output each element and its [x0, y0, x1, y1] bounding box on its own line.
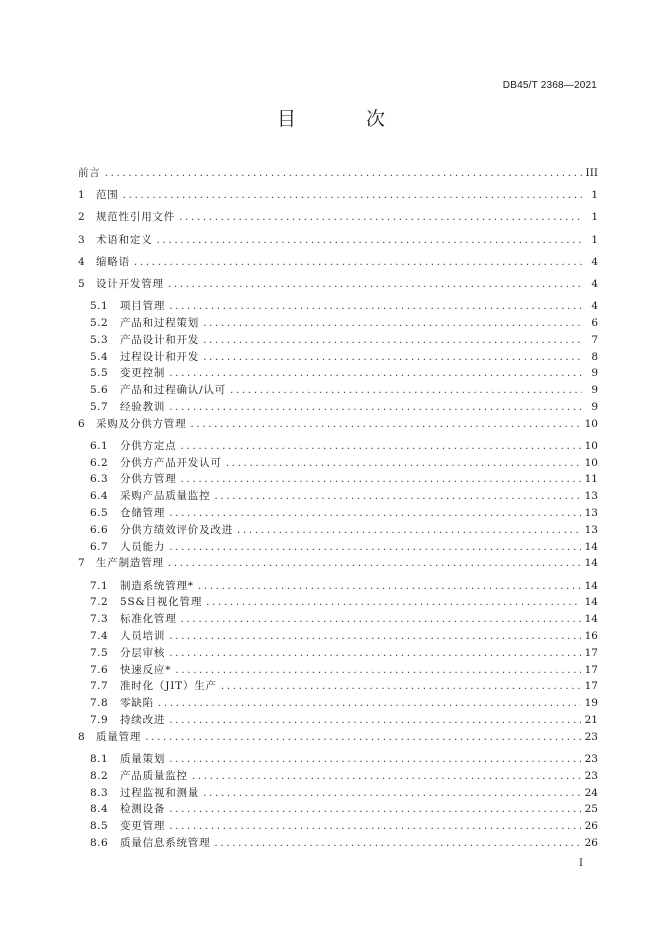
toc-entry-number: 5.6 [90, 384, 109, 397]
toc-entry-number: 6 [78, 417, 86, 430]
toc-dot-leader [168, 558, 581, 569]
toc-entry-page: 26 [584, 820, 598, 833]
toc-entry-title: 准时化（JIT）生产 [120, 680, 217, 693]
toc-entry-number: 7.5 [90, 646, 109, 659]
toc-entry-page: 13 [584, 523, 598, 536]
toc-entry-title: 分供方产品开发认可 [120, 456, 222, 469]
toc-entry[interactable] [78, 491, 598, 508]
toc-dot-leader [203, 788, 581, 799]
toc-dot-leader [169, 508, 580, 519]
toc-entry-title: 分供方绩效评价及改进 [120, 523, 233, 536]
toc-dot-leader [123, 190, 582, 201]
toc-entry[interactable] [78, 838, 598, 855]
toc-entry-number: 7.1 [90, 579, 109, 592]
toc-entry-title: 检测设备 [120, 803, 166, 816]
toc-entry-number: 8.1 [90, 753, 109, 766]
toc-entry[interactable] [78, 648, 598, 665]
toc-entry-number: 8 [78, 730, 86, 743]
toc-entry[interactable] [78, 508, 598, 525]
toc-entry[interactable] [78, 212, 598, 234]
toc-dot-leader [169, 631, 580, 642]
toc-entry-number: 7.3 [90, 613, 109, 626]
toc-entry-page: 6 [591, 316, 598, 329]
toc-dot-leader [198, 581, 581, 592]
toc-entry-number: 8.4 [90, 803, 109, 816]
toc-dot-leader [214, 491, 580, 502]
toc-dot-leader [214, 838, 580, 849]
toc-entry[interactable] [78, 542, 598, 559]
page-title: 目 次 [276, 108, 418, 130]
toc-dot-leader [169, 368, 582, 379]
toc-entry-page: 10 [584, 439, 598, 452]
toc-entry-page: 9 [591, 384, 598, 397]
toc-entry-page: 19 [584, 697, 598, 710]
toc-entry-page: 14 [584, 540, 598, 553]
toc-entry-title: 人员能力 [120, 540, 166, 553]
toc-entry-title: 快速反应* [120, 663, 172, 676]
toc-dot-leader [105, 168, 582, 179]
toc-entry-number: 5.4 [90, 350, 109, 363]
toc-entry-title: 项目管理 [120, 300, 166, 313]
toc-entry-number: 5.2 [90, 316, 109, 329]
toc-entry-page: 4 [591, 300, 598, 313]
toc-entry[interactable] [78, 631, 598, 648]
toc-entry-title: 质量管理 [96, 730, 142, 743]
toc-entry[interactable] [78, 581, 598, 598]
toc-entry-page: 17 [584, 646, 598, 659]
toc-entry[interactable] [78, 732, 598, 754]
toc-dot-leader [203, 335, 582, 346]
toc-dot-leader [190, 419, 580, 430]
toc-dot-leader [181, 474, 581, 485]
toc-entry[interactable] [78, 754, 598, 771]
toc-entry-page: 24 [584, 786, 598, 799]
toc-entry-page: 9 [591, 400, 598, 413]
toc-entry-title: 分供方定点 [120, 439, 177, 452]
toc-entry-number: 8.5 [90, 820, 109, 833]
toc-entry-number: 6.1 [90, 439, 109, 452]
toc-entry[interactable] [78, 804, 598, 821]
toc-entry-page: 7 [591, 333, 598, 346]
toc-entry-page: III [585, 167, 598, 179]
toc-entry[interactable] [78, 190, 598, 212]
toc-entry-page: 10 [584, 456, 598, 469]
page-number: I [579, 858, 583, 869]
toc-entry-title: 经验教训 [120, 400, 166, 413]
toc-entry-page: 16 [584, 630, 598, 643]
toc-entry-number: 8.6 [90, 837, 109, 849]
toc-entry[interactable] [78, 525, 598, 542]
toc-entry-number: 7 [78, 557, 86, 570]
toc-entry-number: 5.5 [90, 367, 109, 380]
toc-dot-leader [169, 821, 580, 832]
toc-entry-page: 14 [584, 557, 598, 570]
toc-entry[interactable] [78, 318, 598, 335]
toc-entry[interactable] [78, 368, 598, 385]
toc-entry-title: 分层审核 [120, 646, 166, 659]
toc-entry-title: 质量信息系统管理 [120, 837, 211, 849]
toc-dot-leader [169, 754, 580, 765]
toc-entry-title: 零缺陷 [120, 697, 154, 710]
toc-entry[interactable] [78, 771, 598, 788]
toc-dot-leader [145, 732, 580, 743]
toc-entry[interactable] [78, 419, 598, 441]
toc-dot-leader [203, 318, 582, 329]
toc-entry-page: 13 [584, 507, 598, 520]
toc-entry-title: 制造系统管理* [120, 579, 194, 592]
toc-entry-number: 8.3 [90, 786, 109, 799]
toc-entry[interactable] [78, 235, 598, 257]
document-code: DB45/T 2368—2021 [502, 80, 597, 91]
toc-dot-leader [237, 525, 581, 536]
toc-entry-page: 23 [584, 730, 598, 743]
toc-entry-title: 采购及分供方管理 [96, 417, 187, 430]
toc-dot-leader [181, 441, 581, 452]
toc-entry-number: 3 [78, 233, 86, 246]
toc-entry[interactable] [78, 301, 598, 318]
toc-entry[interactable] [78, 821, 598, 838]
toc-entry-title: 前言 [78, 167, 101, 179]
toc-entry-page: 17 [584, 663, 598, 676]
toc-dot-leader [158, 698, 581, 709]
toc-entry-number: 7.6 [90, 663, 109, 676]
toc-entry-page: 10 [584, 417, 598, 430]
toc-entry-title: 5S&目视化管理 [120, 596, 203, 609]
toc-entry-number: 7.2 [90, 596, 109, 609]
toc-dot-leader [230, 385, 582, 396]
toc-entry-number: 4 [78, 255, 86, 268]
toc-entry-title: 分供方管理 [120, 473, 177, 486]
toc-entry-number: 7.8 [90, 697, 109, 710]
toc-dot-leader [169, 804, 580, 815]
toc-entry[interactable] [78, 681, 598, 698]
toc-entry[interactable] [78, 458, 598, 475]
toc-entry-title: 规范性引用文件 [96, 211, 176, 224]
toc-entry-number: 6.5 [90, 507, 109, 520]
toc-entry-title: 产品和过程确认/认可 [120, 384, 227, 397]
toc-entry-page: 14 [584, 613, 598, 626]
toc-entry[interactable] [78, 474, 598, 491]
toc-entry-page: 9 [591, 367, 598, 380]
toc-entry-title: 仓储管理 [120, 507, 166, 520]
toc-entry-page: 23 [584, 753, 598, 766]
toc-entry[interactable] [78, 441, 598, 458]
toc-entry-number: 7.7 [90, 680, 109, 693]
toc-entry[interactable] [78, 352, 598, 369]
toc-dot-leader [134, 257, 582, 268]
toc-dot-leader [206, 597, 581, 608]
toc-entry-title: 产品和过程策划 [120, 316, 200, 329]
toc-entry-title: 人员培训 [120, 630, 166, 643]
toc-dot-leader [169, 542, 580, 553]
toc-dot-leader [203, 352, 582, 363]
toc-entry-number: 5.3 [90, 333, 109, 346]
toc-entry-title: 持续改进 [120, 714, 166, 727]
toc-entry-number: 2 [78, 211, 86, 224]
toc-entry[interactable] [78, 385, 598, 402]
toc-entry-title: 缩略语 [96, 255, 130, 268]
toc-dot-leader [221, 681, 581, 692]
toc-entry-title: 标准化管理 [120, 613, 177, 626]
toc-entry-title: 设计开发管理 [96, 277, 164, 290]
toc-entry-page: 25 [584, 803, 598, 816]
toc-entry-title: 变更控制 [120, 367, 166, 380]
toc-entry-page: 14 [584, 596, 598, 609]
toc-entry-number: 5.7 [90, 400, 109, 413]
toc-dot-leader [179, 212, 582, 223]
toc-entry-page: 4 [591, 255, 598, 268]
toc-entry-page: 21 [584, 714, 598, 727]
toc-entry[interactable] [78, 335, 598, 352]
toc-entry-title: 采购产品质量监控 [120, 490, 211, 503]
toc-entry-page: 17 [584, 680, 598, 693]
toc-entry[interactable] [78, 715, 598, 732]
toc-entry[interactable] [78, 402, 598, 419]
toc-entry-page: 8 [591, 350, 598, 363]
toc-entry-number: 7.9 [90, 714, 109, 727]
toc-entry-number: 5.1 [90, 300, 109, 313]
toc-entry[interactable] [78, 698, 598, 715]
toc-dot-leader [169, 648, 580, 659]
toc-entry-number: 7.4 [90, 630, 109, 643]
toc-dot-leader [175, 665, 580, 676]
toc-entry-number: 6.2 [90, 456, 109, 469]
toc-entry[interactable] [78, 597, 598, 614]
toc-entry-title: 质量策划 [120, 753, 166, 766]
toc-dot-leader [168, 279, 582, 290]
toc-entry-page: 26 [584, 837, 598, 849]
toc-entry[interactable] [78, 257, 598, 279]
toc-entry[interactable] [78, 558, 598, 580]
table-of-contents [78, 168, 598, 855]
toc-entry-page: 13 [584, 490, 598, 503]
toc-entry-title: 变更管理 [120, 820, 166, 833]
toc-entry[interactable] [78, 279, 598, 301]
toc-entry[interactable] [78, 788, 598, 805]
toc-entry-page: 1 [591, 233, 598, 246]
toc-entry-title: 生产制造管理 [96, 557, 164, 570]
toc-entry-page: 23 [584, 769, 598, 782]
toc-entry-number: 8.2 [90, 769, 109, 782]
toc-entry-title: 范围 [96, 189, 119, 202]
toc-entry-title: 产品质量监控 [120, 769, 188, 782]
toc-entry-number: 1 [78, 189, 86, 202]
toc-dot-leader [181, 614, 581, 625]
toc-entry-page: 14 [584, 579, 598, 592]
toc-entry-number: 6.4 [90, 490, 109, 503]
toc-dot-leader [169, 402, 582, 413]
toc-dot-leader [169, 301, 582, 312]
toc-entry[interactable] [78, 665, 598, 682]
toc-entry[interactable] [78, 614, 598, 631]
toc-entry-number: 6.3 [90, 473, 109, 486]
toc-entry-page: 1 [591, 211, 598, 224]
toc-dot-leader [169, 715, 580, 726]
toc-dot-leader [192, 771, 581, 782]
toc-entry[interactable] [78, 168, 598, 190]
toc-entry-page: 11 [584, 473, 598, 486]
toc-entry-page: 1 [591, 189, 598, 202]
toc-entry-title: 过程监视和测量 [120, 786, 200, 799]
toc-entry-title: 过程设计和开发 [120, 350, 200, 363]
toc-entry-number: 6.7 [90, 540, 109, 553]
toc-entry-number: 5 [78, 277, 86, 290]
toc-entry-number: 6.6 [90, 523, 109, 536]
toc-entry-page: 4 [591, 277, 598, 290]
toc-dot-leader [157, 235, 583, 246]
toc-entry-title: 术语和定义 [96, 233, 153, 246]
toc-dot-leader [226, 458, 581, 469]
toc-entry-title: 产品设计和开发 [120, 333, 200, 346]
